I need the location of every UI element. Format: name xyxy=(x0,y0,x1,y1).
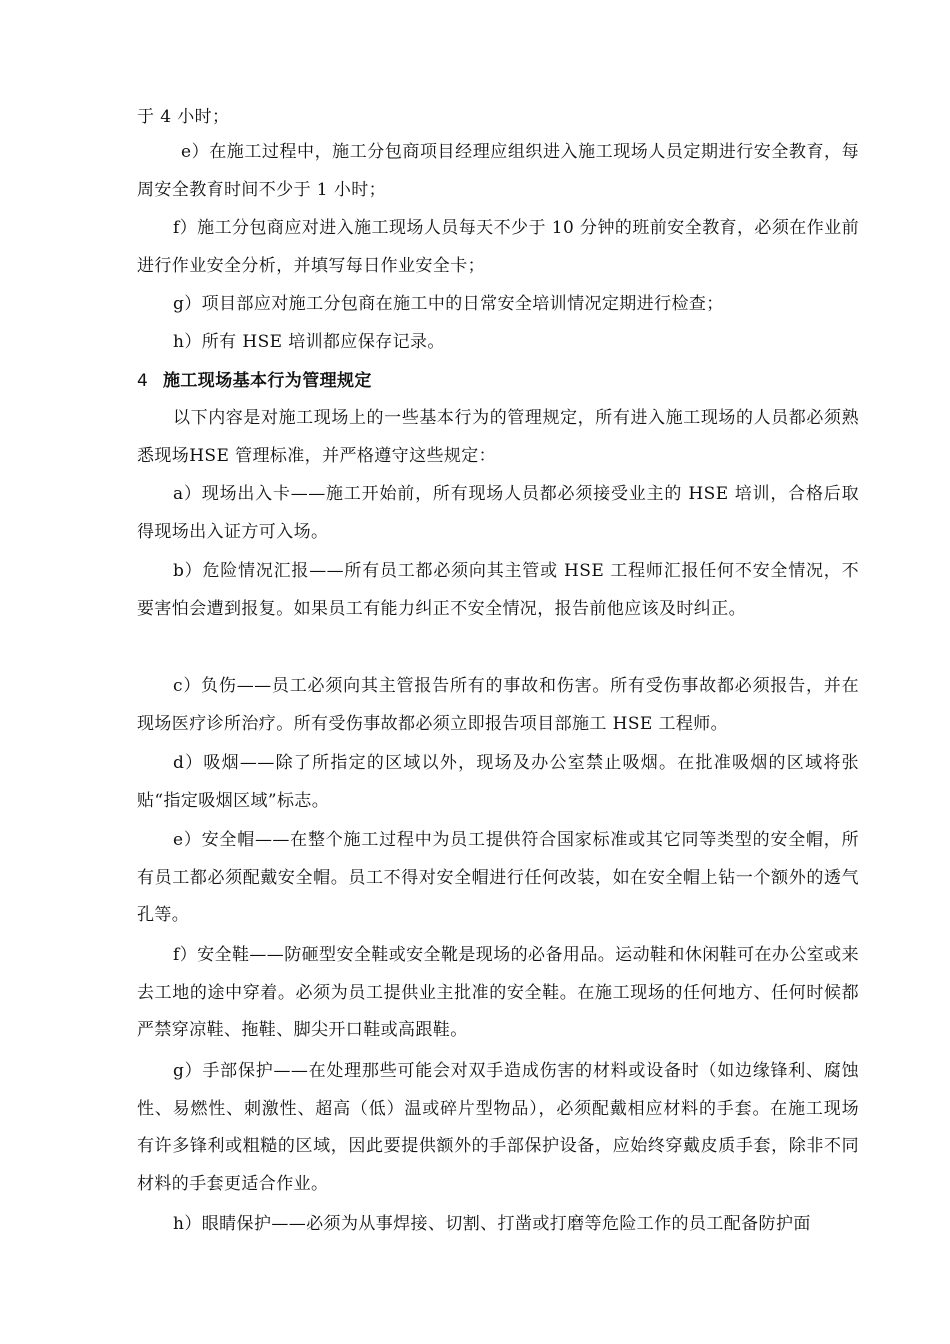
paragraph-h-records: h）所有 HSE 培训都应保存记录。 xyxy=(173,332,445,352)
paragraph-g-hand-protection: g）手部保护——在处理那些可能会对双手造成伤害的材料或设备时（如边缘锋利、腐蚀性、易燃性、刺激性、超高（低）温或碎片型物品），必须配戴相应材料的手套。在施工现场有许多锋利或粗糙的区域，因此要提供额外的手部保护设备，应始终穿戴皮质手套，除非不同材料的手套更适合作业。 xyxy=(137,1061,859,1194)
paragraph-h-eye-protection: h）眼睛保护——必须为从事焊接、切割、打凿或打磨等危险工作的员工配备防护面 xyxy=(173,1214,811,1234)
paragraph-c-injury: c）负伤——员工必须向其主管报告所有的事故和伤害。所有受伤事故都必须报告，并在现场医疗诊所治疗。所有受伤事故都必须立即报告项目部施工 HSE 工程师。 xyxy=(137,676,859,734)
paragraph-continuation: 于 4 小时； xyxy=(137,107,230,127)
paragraph-a-site-pass: a）现场出入卡——施工开始前，所有现场人员都必须接受业主的 HSE 培训，合格后取得现场出入证方可入场。 xyxy=(137,484,859,542)
paragraph-f-daily-briefing: f）施工分包商应对进入施工现场人员每天不少于 10 分钟的班前安全教育，必须在作业前进行作业安全分析，并填写每日作业安全卡； xyxy=(137,218,859,276)
paragraph-intro: 以下内容是对施工现场上的一些基本行为的管理规定，所有进入施工现场的人员都必须熟悉现场HSE 管理标准，并严格遵守这些规定： xyxy=(137,408,859,466)
paragraph-d-smoking: d）吸烟——除了所指定的区域以外，现场及办公室禁止吸烟。在批准吸烟的区域将张贴“指定吸烟区域”标志。 xyxy=(137,753,859,811)
section-number: 4 xyxy=(137,371,149,391)
paragraph-e-weekly-education: e）在施工过程中，施工分包商项目经理应组织进入施工现场人员定期进行安全教育，每周安全教育时间不少于 1 小时； xyxy=(137,142,859,200)
paragraph-e-helmet: e）安全帽——在整个施工过程中为员工提供符合国家标准或其它同等类型的安全帽，所有员工都必须配戴安全帽。员工不得对安全帽进行任何改装，如在安全帽上钻一个额外的透气孔等。 xyxy=(137,830,859,925)
paragraph-b-hazard-report: b）危险情况汇报——所有员工都必须向其主管或 HSE 工程师汇报任何不安全情况，不要害怕会遭到报复。如果员工有能力纠正不安全情况，报告前他应该及时纠正。 xyxy=(137,561,859,619)
section-title: 施工现场基本行为管理规定 xyxy=(163,371,372,391)
section-heading xyxy=(137,366,372,396)
paragraph-g-inspection: g）项目部应对施工分包商在施工中的日常安全培训情况定期进行检查； xyxy=(173,294,724,314)
paragraph-f-safety-shoes: f）安全鞋——防砸型安全鞋或安全靴是现场的必备用品。运动鞋和休闲鞋可在办公室或来去工地的途中穿着。必须为员工提供业主批准的安全鞋。在施工现场的任何地方、任何时候都严禁穿凉鞋、拖鞋、脚尖开口鞋或高跟鞋。 xyxy=(137,945,859,1040)
